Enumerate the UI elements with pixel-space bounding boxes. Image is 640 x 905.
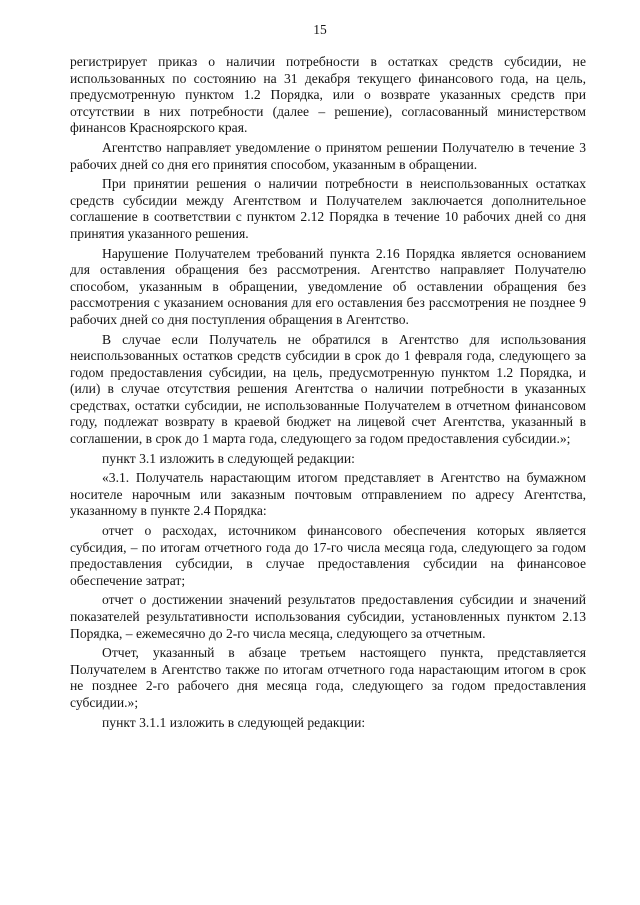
page-number: 15 [313,22,327,37]
paragraph-expense-report: отчет о расходах, источником финансового обеспечения которых является субсидия, – по итогам отчетного года до 17-го числа месяца года, следующего за годом предоставления субсидии, в случае предоставления субсидии на финансовое обеспечение затрат; [70,523,586,588]
paragraph-annual-report: Отчет, указанный в абзаце третьем настоящего пункта, представляется Получателем в Агентство также по итогам отчетного года нарастающим итогом в срок не позднее 2-го рабочего дня месяца года, следующего за годом предоставления субсидии.»; [70,645,586,710]
paragraph-notification: Агентство направляет уведомление о принятом решении Получателю в течение 3 рабочих дней со дня его принятия способом, указанным в обращении. [70,139,586,172]
paragraph-clause-3-1: «3.1. Получатель нарастающим итогом представляет в Агентство на бумажном носителе нарочным или заказным почтовым отправлением по адресу Агентства, указанному в пункте 2.4 Порядка: [70,470,586,519]
paragraph-amendment-3-1: пункт 3.1 изложить в следующей редакции: [102,450,355,466]
paragraph-continuation: регистрирует приказ о наличии потребности в остатках средств субсидии, не использованных по состоянию на 31 декабря текущего финансового года, на цель, предусмотренную пунктом 1.2 Порядка, или о возврате указанных средств при отсутствии в них потребности (далее – решение), согласованный министерством финансов Красноярского края. [70,54,586,136]
document-body [70,54,586,734]
paragraph-refund: В случае если Получатель не обратился в Агентство для использования неиспользованных остатков средств субсидии в срок до 1 февраля года, следующего за годом предоставления субсидии, на цель, предусмотренную пунктом 1.2 Порядка, и (или) в случае отсутствия решения Агентства о наличии потребности в указанных средствах, остатки субсидии, не использованные Получателем в отчетном финансовом году, подлежат возврату в краевой бюджет на лицевой счет Агентства, указанный в соглашении, в срок до 1 марта года, следующего за годом предоставления субсидии.»; [70,331,586,447]
paragraph-additional-agreement: При принятии решения о наличии потребности в неиспользованных остатках средств субсидии между Агентством и Получателем заключается дополнительное соглашение в соответствии с пунктом 2.12 Порядка в течение 10 рабочих дней со дня принятия указанного решения. [70,176,586,241]
paragraph-amendment-3-1-1: пункт 3.1.1 изложить в следующей редакции: [102,714,366,730]
paragraph-results-report: отчет о достижении значений результатов предоставления субсидии и значений показателей результативности использования субсидии, установленных пунктом 2.13 Порядка, – ежемесячно до 2-го числа месяца, следующего за отчетным. [70,592,586,641]
paragraph-violation: Нарушение Получателем требований пункта 2.16 Порядка является основанием для оставления обращения без рассмотрения. Агентство направляет Получателю способом, указанным в обращении, уведомление об оставлении обращения без рассмотрения с указанием основания для его оставления без рассмотрения не позднее 9 рабочих дней со дня поступления обращения в Агентство. [70,245,586,327]
